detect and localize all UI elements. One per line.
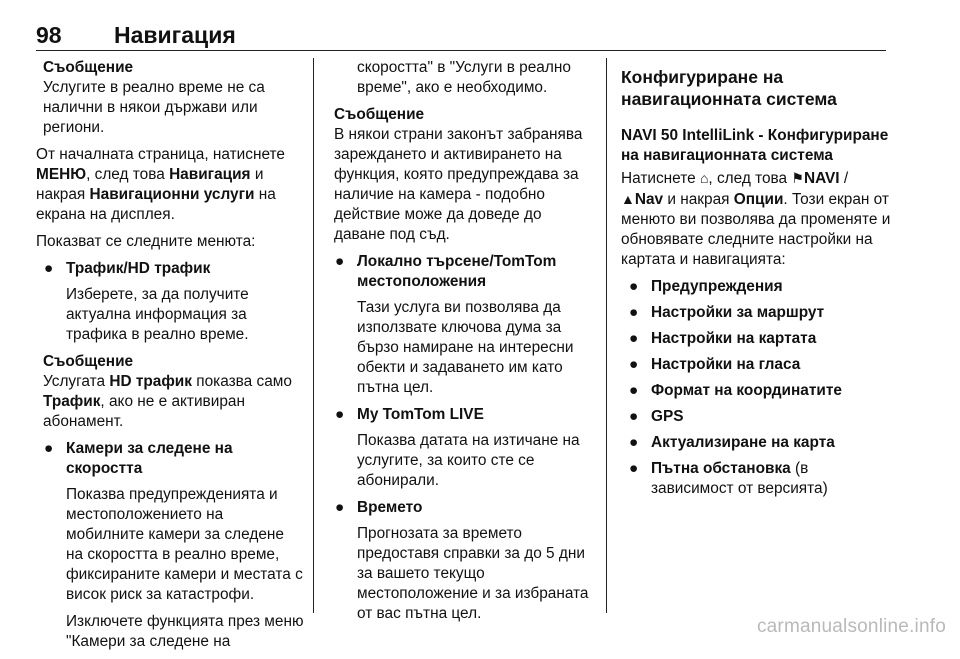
bullet-local-search-text: Тази услуга ви позволява да използвате ключова дума за бързо намиране на интересни обекти и задаването им като пътна цел. bbox=[357, 299, 574, 396]
bullet-dot: ● bbox=[629, 434, 639, 451]
list-item-label: Предупреждения bbox=[651, 278, 783, 295]
bullet-dot: ● bbox=[629, 356, 639, 373]
list-item bbox=[621, 277, 891, 297]
list-item bbox=[621, 381, 891, 401]
note-law bbox=[327, 105, 595, 245]
list-item-note: (в зависимост от версията) bbox=[651, 460, 828, 497]
bullet-speed-cameras-text-2: Изключете функцията през меню "Камери за следене на bbox=[66, 613, 304, 650]
list-item-label: Настройки на гласа bbox=[651, 356, 801, 373]
header-rule bbox=[36, 50, 886, 51]
bullet-dot: ● bbox=[629, 278, 639, 295]
navi-flag-icon: ⚑ bbox=[791, 170, 804, 186]
note-title: Съобщение bbox=[43, 353, 134, 370]
list-item-label: Настройки за маршрут bbox=[651, 304, 825, 321]
text: . Този екран от менюто ви позволява да променяте и обновявате следните настройки на картата и навигацията: bbox=[621, 191, 891, 268]
menus-paragraph: Показват се следните менюта: bbox=[36, 233, 256, 250]
text: и накрая bbox=[36, 166, 264, 203]
bullet-local-search bbox=[327, 252, 595, 292]
traffic-label: Трафик bbox=[43, 393, 101, 410]
list-item-label: Пътна обстановка bbox=[651, 460, 791, 477]
bullet-speed-cameras bbox=[36, 439, 304, 479]
bullet-dot: ● bbox=[335, 253, 345, 270]
text: , след това bbox=[86, 166, 170, 183]
text: показва само bbox=[191, 373, 292, 390]
column-divider-1 bbox=[313, 58, 314, 613]
bullet-label: My TomTom LIVE bbox=[357, 406, 484, 423]
note-text bbox=[43, 372, 304, 432]
text: / bbox=[839, 170, 849, 187]
bullet-dot: ● bbox=[629, 460, 639, 477]
nav-services-label: Навигационни услуги bbox=[89, 186, 255, 203]
continued-text: скоростта" в "Услуги в реално време", ако е необходимо. bbox=[357, 59, 571, 96]
intro-paragraph bbox=[36, 145, 304, 225]
list-item bbox=[621, 329, 891, 349]
options-label: Опции bbox=[733, 191, 784, 208]
home-icon: ⌂ bbox=[699, 170, 709, 186]
page-header bbox=[36, 22, 886, 52]
page-number: 98 bbox=[36, 22, 62, 48]
note-text: Услугите в реално време не са налични в някои държави или региони. bbox=[43, 79, 265, 136]
list-item-label: GPS bbox=[651, 408, 684, 425]
bullet-label: Камери за следене на скоростта bbox=[66, 440, 233, 477]
bullet-weather-text: Прогнозата за времето предоставя справки за до 5 дни за вашето текущо местоположение и за избраната от вас пътна цел. bbox=[357, 525, 589, 622]
navigation-label: Навигация bbox=[169, 166, 251, 183]
list-item bbox=[621, 355, 891, 375]
bullet-dot: ● bbox=[335, 499, 345, 516]
text: Натиснете bbox=[621, 170, 700, 187]
note-title: Съобщение bbox=[334, 106, 425, 123]
bullet-my-tomtom-live-text: Показва датата на изтичане на услугите, за които сте се абонирали. bbox=[357, 432, 580, 489]
instructions-paragraph bbox=[621, 168, 891, 270]
list-item bbox=[621, 407, 891, 427]
bullet-dot: ● bbox=[44, 260, 54, 277]
list-item bbox=[621, 459, 891, 499]
bullet-dot: ● bbox=[44, 440, 54, 457]
bullet-traffic-text: Изберете, за да получите актуална информация за трафика в реално време. bbox=[66, 286, 249, 343]
list-item-label: Формат на координатите bbox=[651, 382, 842, 399]
watermark: carmanualsonline.info bbox=[756, 616, 946, 637]
bullet-speed-cameras-text: Показва предупрежденията и местоположението на мобилните камери за следене на скоростта в реално време, фиксираните камери и местата с висок риск за катастрофи. bbox=[66, 486, 303, 603]
text: , след това bbox=[708, 170, 792, 187]
bullet-label: Времето bbox=[357, 499, 423, 516]
note-hd-traffic bbox=[36, 352, 304, 432]
navi-label: NAVI bbox=[803, 170, 840, 187]
bullet-traffic bbox=[36, 259, 304, 279]
bullet-dot: ● bbox=[335, 406, 345, 423]
text: Услугата bbox=[43, 373, 110, 390]
list-item bbox=[621, 303, 891, 323]
bullet-dot: ● bbox=[629, 304, 639, 321]
list-item bbox=[621, 433, 891, 453]
bullet-label: Трафик/HD трафик bbox=[66, 260, 211, 277]
column-divider-2 bbox=[606, 58, 607, 613]
note-text: В някои страни законът забранява зареждането и активирането на функция, която предупреждава за наличие на камера - подобно действие може да доведе до даване под съд. bbox=[334, 126, 583, 243]
note-title: Съобщение bbox=[43, 59, 134, 76]
bullet-dot: ● bbox=[629, 382, 639, 399]
list-item-label: Актуализиране на карта bbox=[651, 434, 835, 451]
bullet-dot: ● bbox=[629, 408, 639, 425]
hd-traffic-label: HD трафик bbox=[109, 373, 192, 390]
bullet-weather bbox=[327, 498, 595, 518]
column-3 bbox=[621, 58, 891, 505]
page-title: Навигация bbox=[114, 22, 236, 48]
menu-label: МЕНЮ bbox=[36, 166, 87, 183]
nav-label: Nav bbox=[634, 191, 664, 208]
section-subheading: NAVI 50 IntelliLink - Конфигуриране на навигационната система bbox=[621, 127, 889, 164]
text: на екрана на дисплея. bbox=[36, 186, 276, 223]
section-heading: Конфигуриране на навигационната система bbox=[621, 67, 837, 109]
settings-list bbox=[621, 277, 891, 499]
bullet-dot: ● bbox=[629, 330, 639, 347]
bullet-label: Локално търсене/TomTom местоположения bbox=[357, 253, 557, 290]
bullet-my-tomtom-live bbox=[327, 405, 595, 425]
text: От началната страница, натиснете bbox=[36, 146, 285, 163]
note-realtime bbox=[36, 58, 304, 138]
list-item-label: Настройки на картата bbox=[651, 330, 817, 347]
column-1 bbox=[36, 58, 304, 659]
column-2 bbox=[327, 58, 595, 631]
nav-arrow-icon: ▲ bbox=[621, 191, 635, 207]
text: и накрая bbox=[663, 191, 734, 208]
text: , ако не е активиран абонамент. bbox=[43, 393, 245, 430]
